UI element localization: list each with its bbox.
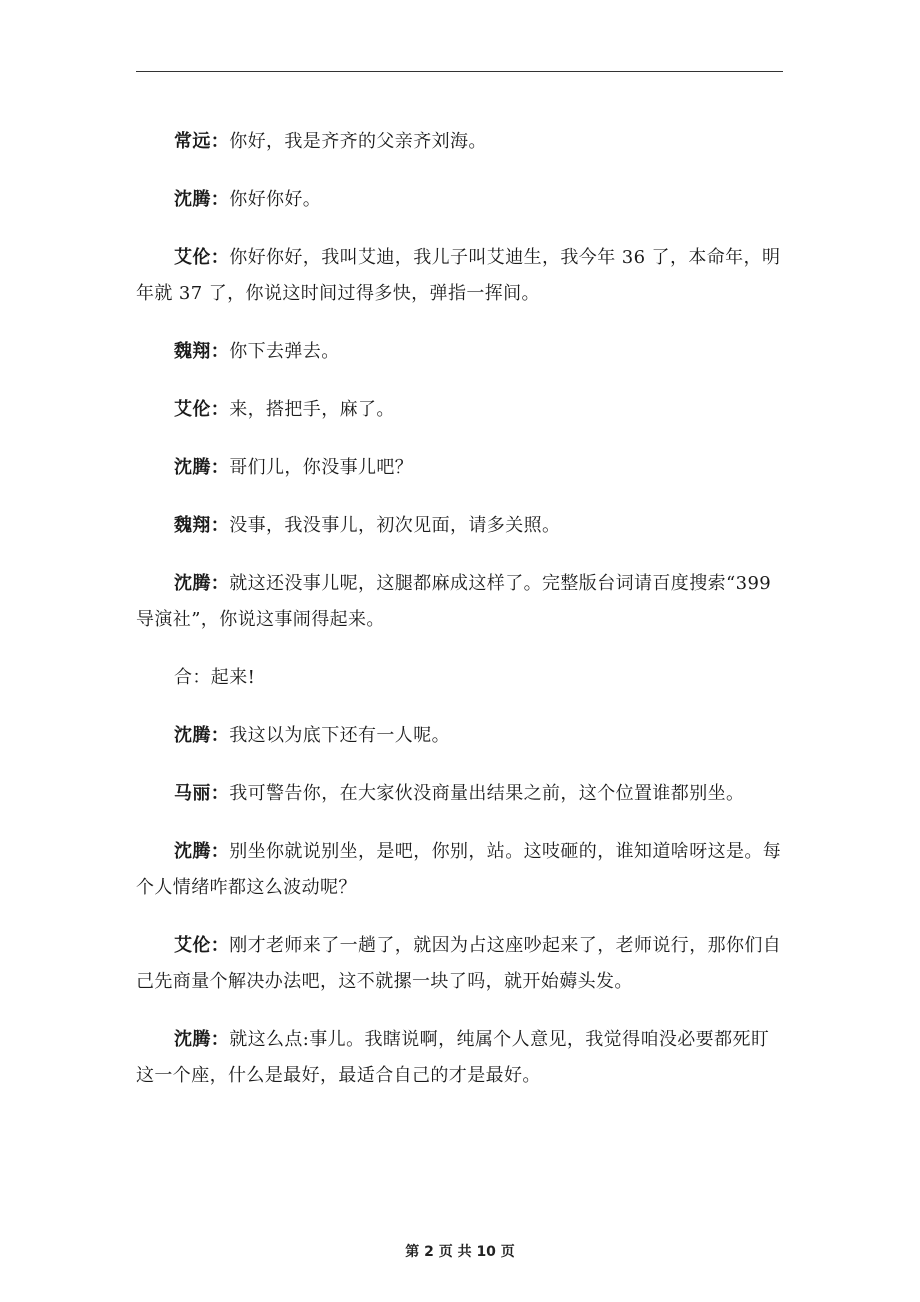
line-text: 我这以为底下还有一人呢。: [229, 725, 451, 746]
line-text: 刚才老师来了一趟了，就因为占这座吵起来了，老师说行，那你们自己先商量个解决办法吧，这不就摞一块了吗，就开始薅头发。: [136, 935, 782, 992]
dialogue-line: [136, 834, 784, 906]
line-text: 你好，我是齐齐的父亲齐刘海。: [229, 131, 487, 152]
speaker-name: 沈腾：: [174, 841, 230, 862]
line-text: 合：起来!: [174, 667, 256, 688]
line-text: 你好你好，我叫艾迪，我儿子叫艾迪生，我今年 36 了，本命年，明年就 37 了，你说这时间过得多快，弹指一挥间。: [136, 247, 781, 304]
page-number: 第 2 页 共 10 页: [405, 1244, 515, 1260]
dialogue-line: [136, 182, 784, 218]
dialogue-line: [136, 928, 784, 1000]
speaker-name: 艾伦：: [174, 399, 230, 420]
dialogue-line: [136, 776, 784, 812]
line-text: 没事，我没事儿，初次见面，请多关照。: [229, 515, 561, 536]
speaker-name: 沈腾：: [174, 1029, 230, 1050]
line-text: 哥们儿，你没事儿吧？: [229, 457, 414, 478]
speaker-name: 马丽：: [174, 783, 230, 804]
line-text: 你好你好。: [229, 189, 322, 210]
line-text: 你下去弹去。: [229, 341, 340, 362]
speaker-name: 魏翔：: [174, 515, 230, 536]
dialogue-line: [136, 718, 784, 754]
dialogue-line: [136, 334, 784, 370]
speaker-name: 沈腾：: [174, 725, 230, 746]
speaker-name: 沈腾：: [174, 573, 230, 594]
line-text: 就这还没事儿呢，这腿都麻成这样了。完整版台词请百度搜索“399 导演社”，你说这事闹得起来。: [136, 573, 772, 630]
dialogue-line: [136, 566, 784, 638]
dialogue-line: [136, 124, 784, 160]
speaker-name: 艾伦：: [174, 247, 230, 268]
dialogue-line: [136, 1022, 784, 1094]
speaker-name: 沈腾：: [174, 189, 230, 210]
dialogue-line: [136, 392, 784, 428]
line-text: 我可警告你，在大家伙没商量出结果之前，这个位置谁都别坐。: [229, 783, 745, 804]
line-text: 就这么点:事儿。我瞎说啊，纯属个人意见，我觉得咱没必要都死盯这一个座，什么是最好，最适合自己的才是最好。: [136, 1029, 770, 1086]
dialogue-line: [136, 508, 784, 544]
speaker-name: 沈腾：: [174, 457, 230, 478]
speaker-name: 魏翔：: [174, 341, 230, 362]
speaker-name: 艾伦：: [174, 935, 230, 956]
line-text: 别坐你就说别坐，是吧，你别，站。这吱砸的，谁知道啥呀这是。每个人情绪咋都这么波动呢？: [136, 841, 782, 898]
dialogue-body: [136, 124, 784, 1116]
dialogue-line: [136, 450, 784, 486]
speaker-name: 常远：: [174, 131, 230, 152]
dialogue-line: [136, 240, 784, 312]
header-rule: [136, 71, 783, 72]
dialogue-line: [136, 660, 784, 696]
line-text: 来，搭把手，麻了。: [229, 399, 395, 420]
